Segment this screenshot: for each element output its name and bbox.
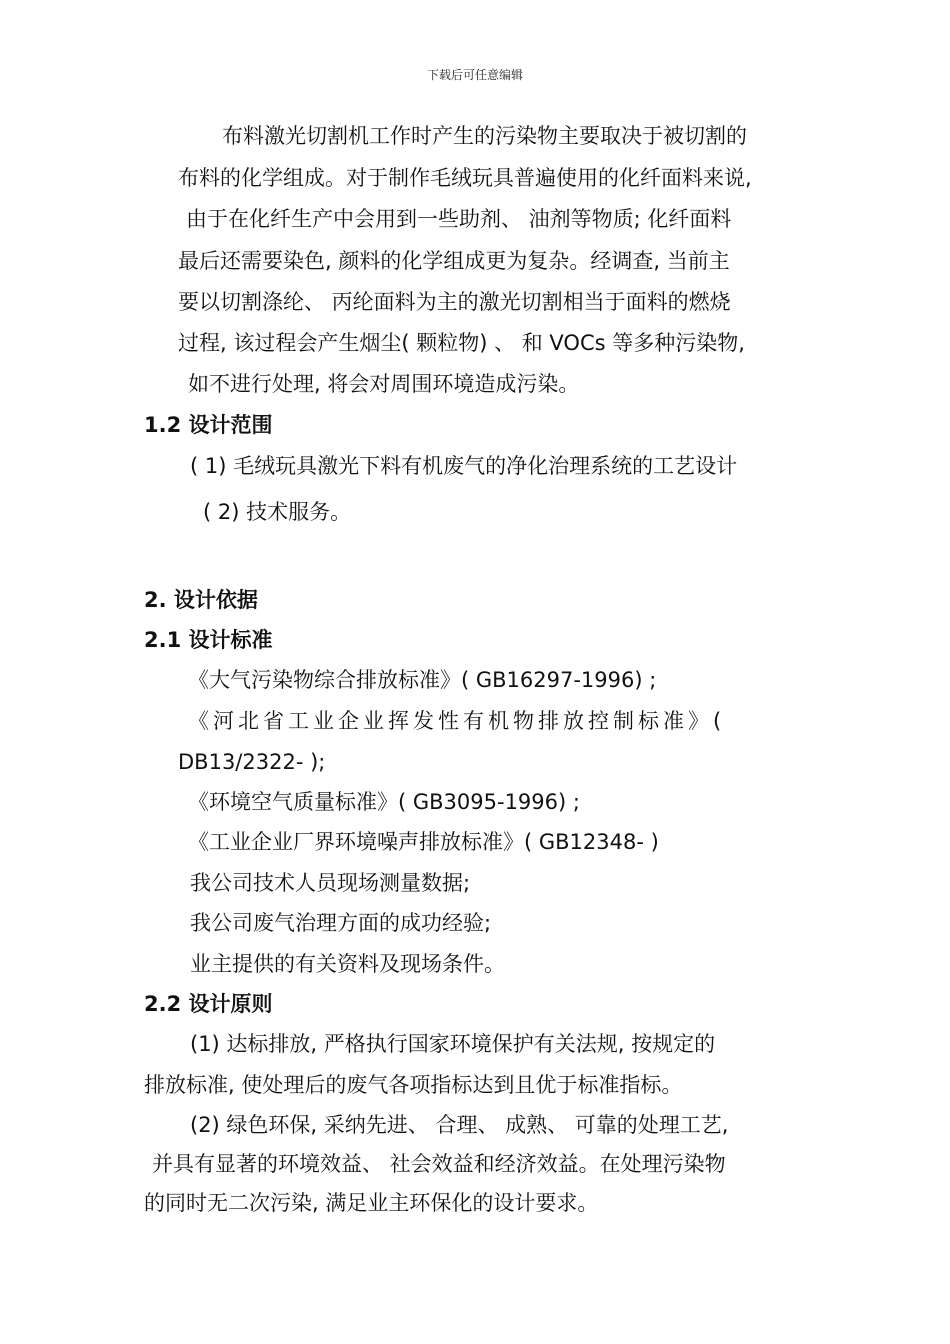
intro-line: 最后还需要染色, 颜料的化学组成更为复杂。经调查, 当前主 — [178, 249, 730, 273]
standard-item: 《河北省工业企业挥发性有机物排放控制标准》( — [188, 709, 726, 733]
intro-line: 布料的化学组成。对于制作毛绒玩具普遍使用的化纤面料来说, — [178, 166, 752, 190]
intro-line: 布料激光切割机工作时产生的污染物主要取决于被切割的 — [222, 124, 747, 148]
principle-line: 并具有显著的环境效益、 社会效益和经济效益。在处理污染物 — [152, 1152, 726, 1176]
section-2-1-title: 2.1 设计标准 — [144, 628, 273, 652]
intro-line: 由于在化纤生产中会用到一些助剂、 油剂等物质; 化纤面料 — [186, 207, 732, 231]
section-2-2-title: 2.2 设计原则 — [144, 992, 273, 1016]
intro-line: 如不进行处理, 将会对周围环境造成污染。 — [188, 372, 580, 396]
section-2-title: 2. 设计依据 — [144, 588, 258, 612]
scope-item: ( 2) 技术服务。 — [203, 500, 352, 524]
principle-line: (2) 绿色环保, 采纳先进、 合理、 成熟、 可靠的处理工艺, — [190, 1113, 729, 1137]
standard-item: 业主提供的有关资料及现场条件。 — [190, 952, 505, 976]
intro-line: 过程, 该过程会产生烟尘( 颗粒物) 、 和 VOCs 等多种污染物, — [178, 331, 745, 355]
standard-item: DB13/2322- ); — [178, 750, 326, 774]
standard-item: 我公司技术人员现场测量数据; — [190, 871, 471, 895]
page-header: 下载后可任意编辑 — [426, 68, 523, 82]
standard-item: 《工业企业厂界环境噪声排放标准》( GB12348- ) — [188, 830, 659, 854]
standard-item: 《大气污染物综合排放标准》( GB16297-1996) ; — [188, 668, 657, 692]
scope-item: ( 1) 毛绒玩具激光下料有机废气的净化治理系统的工艺设计 — [190, 454, 738, 478]
principle-line: 的同时无二次污染, 满足业主环保化的设计要求。 — [144, 1191, 599, 1215]
standard-item: 我公司废气治理方面的成功经验; — [190, 911, 492, 935]
principle-line: 排放标准, 使处理后的废气各项指标达到且优于标准指标。 — [144, 1073, 683, 1097]
standard-item: 《环境空气质量标准》( GB3095-1996) ; — [188, 790, 580, 814]
intro-line: 要以切割涤纶、 丙纶面料为主的激光切割相当于面料的燃烧 — [178, 290, 731, 314]
principle-line: (1) 达标排放, 严格执行国家环境保护有关法规, 按规定的 — [190, 1032, 716, 1056]
section-1-2-title: 1.2 设计范围 — [144, 413, 273, 437]
